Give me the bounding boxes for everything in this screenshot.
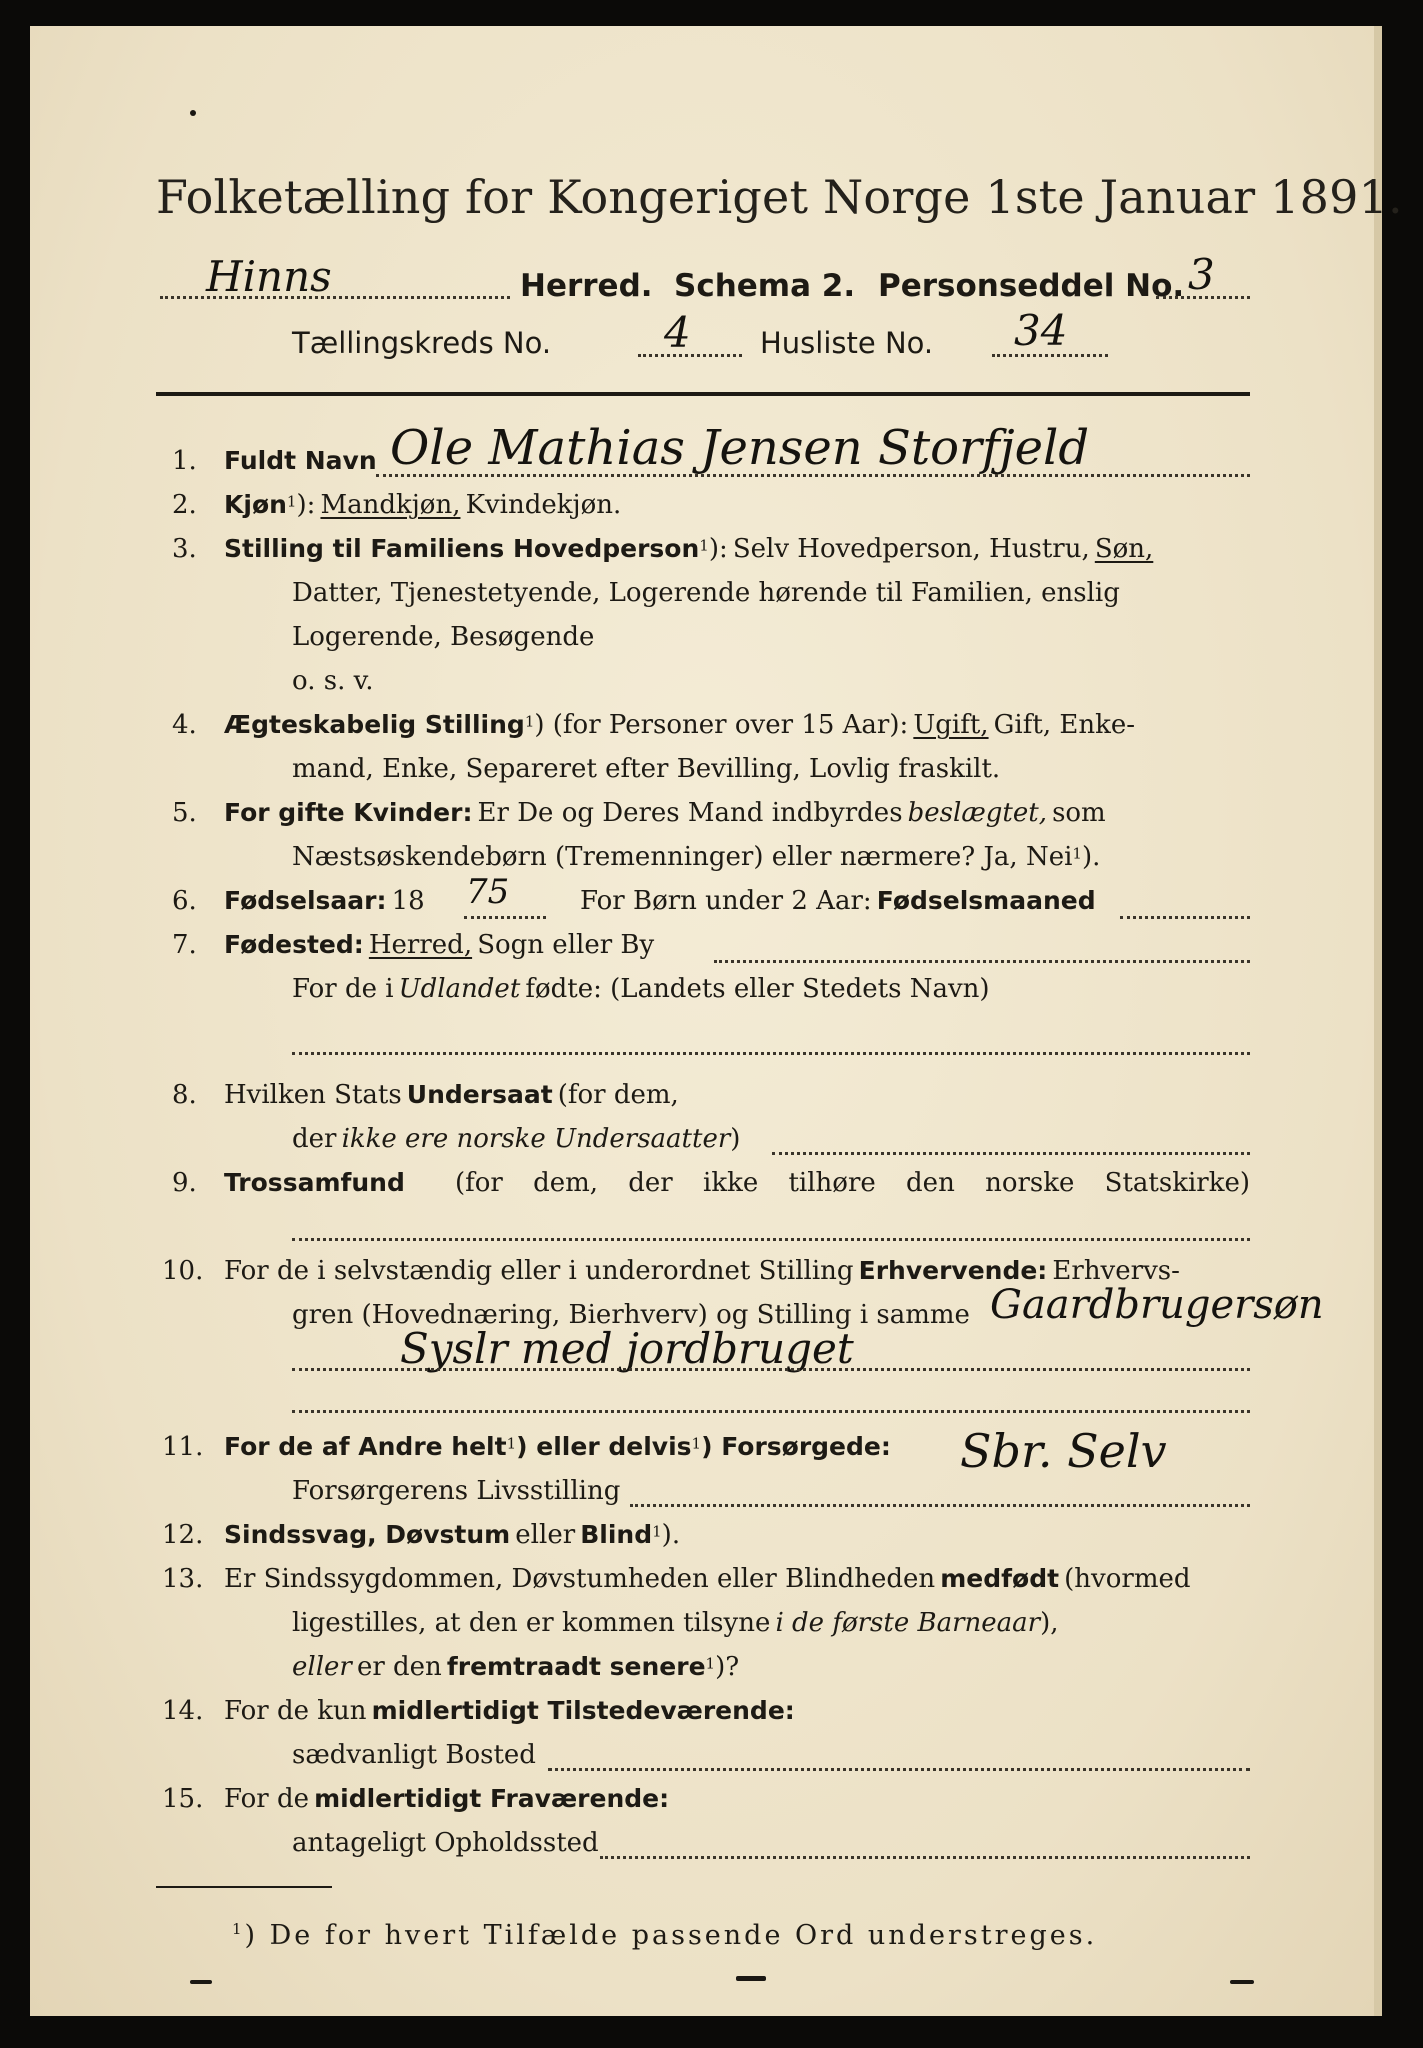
q7-number: 7. [172,930,197,960]
q13-line1 [224,1564,1191,1594]
q13-pre: Er Sindssygdommen, Døvstumheden eller Blindheden [224,1564,936,1594]
q7-label: Fødested: [224,930,364,959]
q14-dotted-line [548,1768,1250,1771]
q15-line2: antageligt Opholdssted [292,1828,599,1858]
herred-dotted-line [160,296,510,299]
q1-label: Fuldt Navn [224,446,377,475]
q6-prefix: 18 [391,886,425,916]
q11-sup: 1 [506,1434,517,1453]
q13-line3 [292,1652,739,1682]
q8-line2-a: der [292,1124,337,1154]
q12-label2: Blind [580,1520,653,1549]
q8-line2-italic: ikke ere norske Undersaatter [341,1124,731,1154]
q2-sup: 1 [286,492,297,511]
q15-dotted-line [600,1856,1250,1859]
q2-colon: ): [296,490,316,520]
q6-mid: For Børn under 2 Aar: [580,886,872,916]
q5-italic: beslægtet, [907,798,1047,828]
q3-option-son: Søn, [1094,534,1154,564]
q4-mid: ) (for Personer over 15 Aar): [534,710,909,740]
q6-line [224,886,425,916]
footnote-rule [156,1886,332,1888]
q7-option-herred: Herred, [368,930,473,960]
q15-line1 [224,1784,669,1814]
q2-option-kvindekjon: Kvindekjøn. [465,490,622,520]
q9-line [224,1168,1250,1198]
q13-line3-end: )? [715,1652,740,1682]
q11-label: ) Forsørgede: [701,1432,891,1461]
form-title: Folketælling for Kongeriget Norge 1ste Januar 1891. [156,170,1403,224]
q5-line2-end: ). [1081,842,1101,872]
q5-label: For gifte Kvinder: [224,798,473,827]
q7-rest: Sogn eller By [477,930,655,960]
husliste-dotted-line [992,354,1108,357]
q13-line2-a: ligestilles, at den er kommen tilsyne [292,1608,771,1638]
q15-label: midlertidigt Fraværende: [314,1784,670,1813]
q1-number: 1. [172,446,197,476]
q11-pre: For de af Andre helt [224,1432,507,1461]
taellingskreds-label: Tællingskreds No. [292,326,552,360]
q14-pre: For de kun [224,1696,367,1726]
handwritten-forsoergerens: Sbr. Selv [960,1424,1167,1478]
handwritten-foedselsaar: 75 [466,872,510,912]
q8-dotted-line [772,1152,1250,1155]
q10-pre: For de i selvstændig eller i underordnet Stilling [224,1256,854,1286]
q4-option-ugift: Ugift, [913,710,989,740]
handwritten-herred: Hinns [206,252,332,301]
q7-line2-a: For de i [292,974,394,1004]
q6-label2: Fødselsmaaned [876,886,1096,915]
q6-label: Fødselsaar: [224,886,387,915]
q13-line3-a: er den [356,1652,442,1682]
q5-line1 [224,798,1106,828]
q4-line2: mand, Enke, Separeret efter Bevilling, Lovlig fraskilt. [292,754,1001,784]
q10-dotted-line-1 [292,1368,1250,1371]
q13-label: medfødt [940,1564,1060,1593]
q8-pre: Hvilken Stats [224,1080,402,1110]
q3-line4: o. s. v. [292,666,374,696]
handwritten-erhverv-2: Syslr med jordbruget [400,1324,854,1373]
q11-dotted-line [630,1504,1250,1507]
q12-mid: eller [515,1520,576,1550]
handwritten-taellingskreds-no: 4 [664,308,691,357]
q11-sup2: 1 [691,1434,702,1453]
q5-line2 [292,842,1100,872]
q15-number: 15. [162,1784,204,1814]
q3-line2: Datter, Tjenestetyende, Logerende hørende til Familien, enslig [292,578,1120,608]
q12-sup: 1 [652,1522,662,1541]
q5-number: 5. [172,798,197,828]
q5-sup: 1 [1072,844,1082,863]
q10-number: 10. [162,1256,204,1286]
q2-option-mandkjon: Mandkjøn, [320,490,461,520]
ink-speck [190,110,196,116]
husliste-label: Husliste No. [760,326,934,360]
handwritten-erhverv-1: Gaardbrugersøn [990,1282,1324,1328]
q3-line1 [224,534,1153,564]
q6-month-dotted-line [1120,916,1250,919]
q14-line1 [224,1696,795,1726]
q2-line [224,490,621,520]
footnote [232,1920,1097,1951]
q14-label: midlertidigt Tilstedeværende: [371,1696,795,1725]
q7-line2-b: fødte: (Landets eller Stedets Navn) [525,974,990,1004]
q7-line2-italic: Udlandet [398,974,521,1004]
q10-dotted-line-2 [292,1410,1250,1413]
q4-line1 [224,710,1135,740]
q5-line2-text: Næstsøskendebørn (Tremenninger) eller nærmere? Ja, Nei [292,842,1073,872]
ink-smudge-left [190,1980,212,1984]
q3-line3: Logerende, Besøgende [292,622,595,652]
header-rule [156,392,1250,396]
q3-sup: 1 [699,536,709,555]
q11-mid: ) eller delvis [516,1432,692,1461]
q9-dotted-line [292,1238,1250,1241]
q9-number: 9. [172,1168,197,1198]
q8-label: Undersaat [406,1080,553,1109]
q6-number: 6. [172,886,197,916]
q13-line2-italic: i de første Barneaar [775,1608,1041,1638]
q2-label: Kjøn [224,490,287,519]
q7-abroad-dotted-line [292,1052,1250,1055]
q6-line-b [580,886,1096,916]
q8-number: 8. [172,1080,197,1110]
q3-number: 3. [172,534,197,564]
q5-rest: som [1052,798,1106,828]
q7-line1 [224,930,654,960]
q6-year-dotted-line [464,916,546,919]
q13-rest: (hvormed [1064,1564,1191,1594]
q9-rest: (for dem, der ikke tilhøre den norske Statskirke) [454,1168,1250,1198]
q5-mid: Er De og Deres Mand indbyrdes [477,798,903,828]
footnote-sup: 1 [232,1920,245,1938]
q13-line2-b: ), [1040,1608,1059,1638]
q13-sup: 1 [705,1654,716,1673]
q12-line [224,1520,680,1550]
q8-line2 [292,1124,740,1154]
q8-line2-b: ) [730,1124,741,1154]
q15-pre: For de [224,1784,309,1814]
q13-line3-label: fremtraadt senere [446,1652,706,1681]
ink-smudge-right [1230,1980,1254,1984]
q7-line2 [292,974,990,1004]
q10-line2: gren (Hovednæring, Bierhverv) og Stilling i samme [292,1300,970,1330]
q2-number: 2. [172,490,197,520]
q14-number: 14. [162,1696,204,1726]
q10-rest: Erhvervs- [1052,1256,1180,1286]
q4-number: 4. [172,710,197,740]
q11-line1 [224,1432,891,1461]
q4-sup: 1 [524,712,535,731]
schema-label: Schema 2. [674,268,856,304]
q8-line1 [224,1080,679,1110]
q13-line2 [292,1608,1059,1638]
handwritten-husliste-no: 34 [1014,306,1068,355]
q13-line3-italic: eller [292,1652,352,1682]
q3-colon: ): [708,534,728,564]
q3-label: Stilling til Familiens Hovedperson [224,534,700,563]
q12-end: ). [661,1520,681,1550]
taellingskreds-dotted-line [638,354,742,357]
q11-number: 11. [162,1432,204,1462]
q3-line1-rest: Selv Hovedperson, Hustru, [732,534,1090,564]
handwritten-fuldt-navn: Ole Mathias Jensen Storfjeld [390,420,1090,476]
footnote-text: ) De for hvert Tilfælde passende Ord understreges. [244,1920,1098,1951]
handwritten-personseddel-no: 3 [1188,250,1215,299]
census-form-sheet [30,26,1403,2016]
q7-dotted-line [714,960,1250,963]
q12-label1: Sindssvag, Døvstum [224,1520,511,1549]
q4-rest: Gift, Enke- [993,710,1135,740]
ink-smudge [736,1976,766,1981]
herred-label: Herred. [520,268,653,304]
q13-number: 13. [162,1564,204,1594]
personseddel-dotted-line [1156,296,1250,299]
q14-line2: sædvanligt Bosted [292,1740,536,1770]
q1-dotted-line [376,474,1250,477]
q12-number: 12. [162,1520,204,1550]
q9-label: Trossamfund [224,1168,405,1197]
q10-label: Erhvervende: [858,1256,1048,1285]
personseddel-label: Personseddel No. [878,268,1185,304]
q8-rest: (for dem, [557,1080,679,1110]
q11-line2: Forsørgerens Livsstilling [292,1476,621,1506]
q4-label: Ægteskabelig Stilling [224,710,525,739]
